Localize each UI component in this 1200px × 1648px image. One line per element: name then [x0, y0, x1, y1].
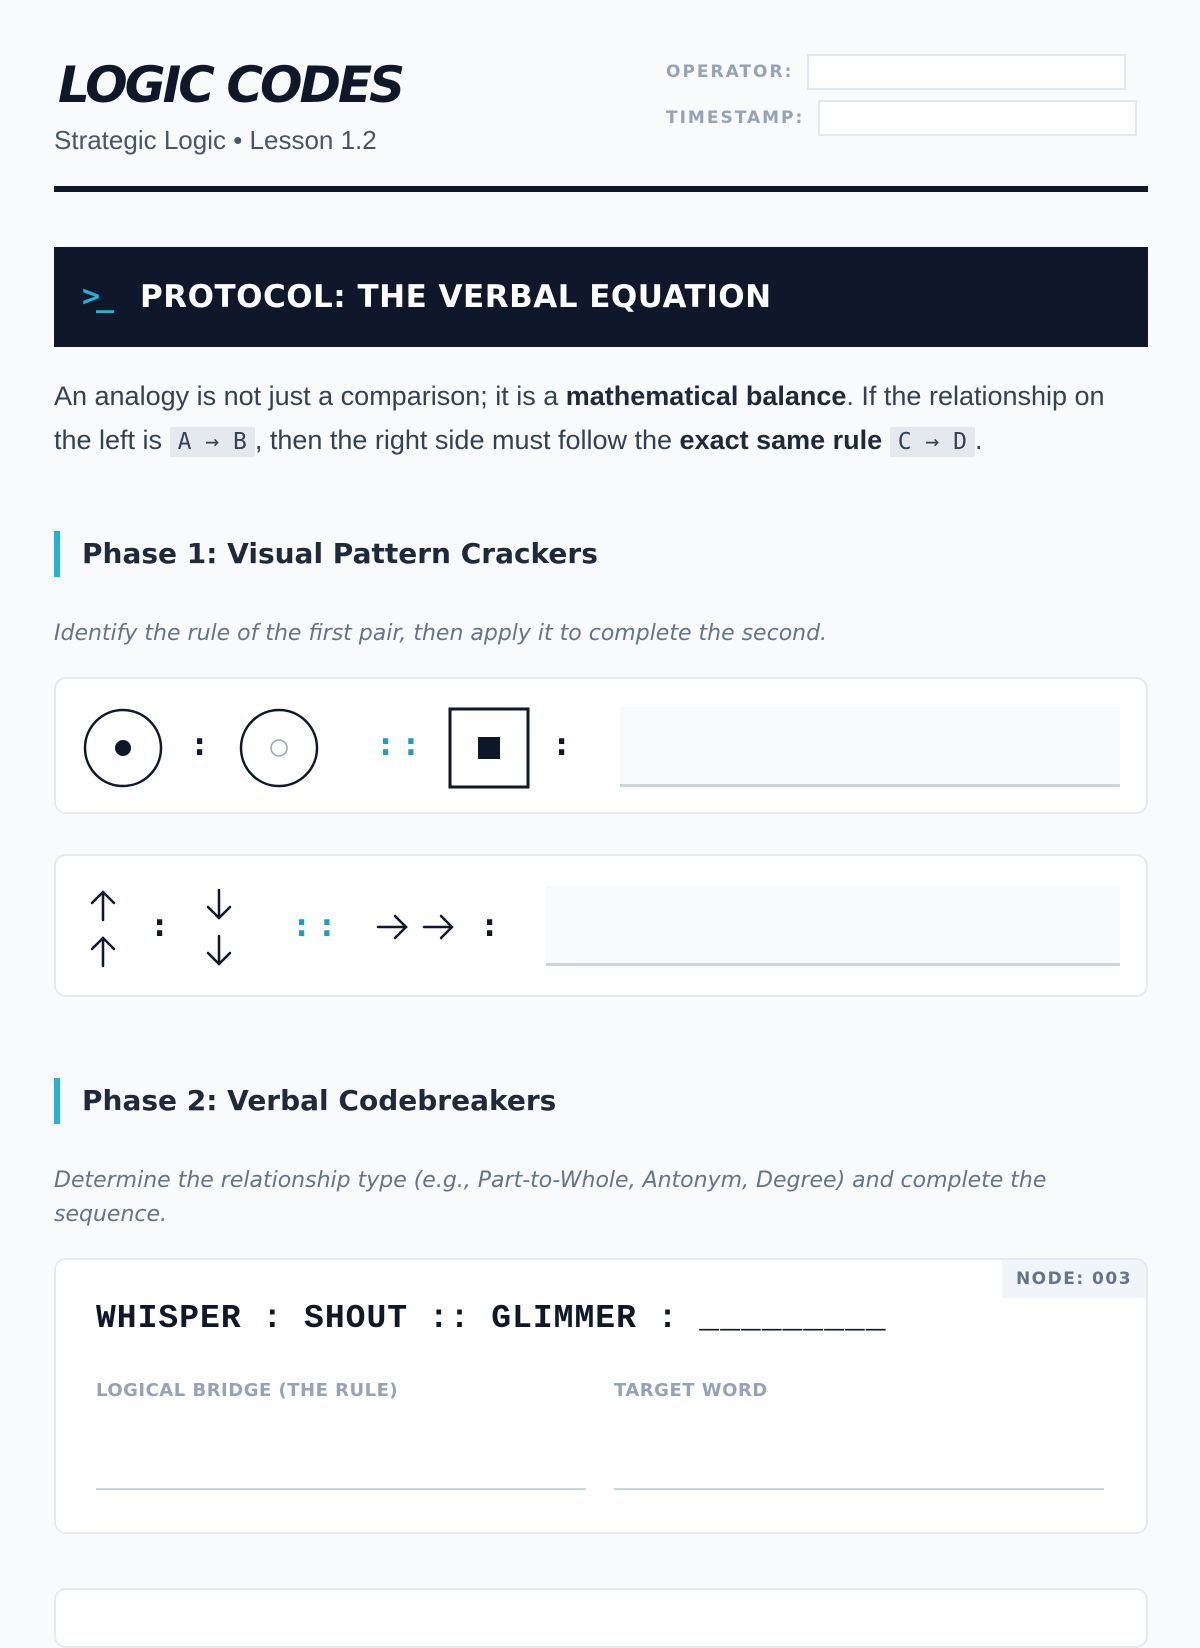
banner-title: PROTOCOL: THE VERBAL EQUATION	[140, 279, 772, 315]
square-with-filled-square-icon	[448, 707, 530, 789]
worksheet-page	[54, 0, 1148, 1401]
timestamp-label: TIMESTAMP:	[666, 108, 805, 128]
visual-analogy-card	[54, 677, 1148, 814]
page-title: LOGIC CODES	[58, 56, 403, 114]
intro-bold: mathematical balance	[565, 381, 847, 411]
rule-label: LOGICAL BRIDGE (THE RULE)	[96, 1380, 399, 1401]
visual-analogy-card	[54, 854, 1148, 997]
target-word-answer-line[interactable]	[614, 1488, 1104, 1490]
arrow-up-pair-icon	[86, 886, 120, 968]
circle-with-filled-dot-icon	[82, 707, 164, 789]
analogy-double-separator: ::	[376, 725, 427, 763]
analogy-double-separator: ::	[292, 906, 343, 944]
phase-2-heading: Phase 2: Verbal Codebreakers	[54, 1078, 556, 1124]
analogy-separator: :	[190, 725, 210, 763]
analogy-separator: :	[150, 906, 170, 944]
page-subtitle: Strategic Logic • Lesson 1.2	[54, 125, 377, 155]
code-chip: C → D	[890, 427, 975, 457]
node-badge: NODE: 003	[1002, 1260, 1146, 1298]
phase-2-instruction: Determine the relationship type (e.g., Part-to-Whole, Antonym, Degree) and complete the sequence.	[54, 1168, 1047, 1227]
terminal-prompt-icon: >_	[82, 279, 111, 314]
header-divider	[54, 186, 1148, 192]
intro-text: , then the right side must follow the	[254, 425, 680, 455]
intro-text: .	[974, 425, 983, 455]
arrow-right-pair-icon	[374, 910, 458, 944]
phase-1-heading: Phase 1: Visual Pattern Crackers	[54, 531, 598, 577]
analogy-separator: :	[480, 906, 500, 944]
timestamp-field[interactable]	[818, 100, 1137, 136]
intro-paragraph	[54, 374, 1148, 464]
operator-field[interactable]	[807, 54, 1126, 90]
phase-1-instruction: Identify the rule of the first pair, then apply it to complete the second.	[54, 621, 828, 646]
circle-with-hollow-dot-icon	[238, 707, 320, 789]
intro-bold: exact same rule	[679, 425, 883, 455]
operator-label: OPERATOR:	[666, 62, 794, 82]
arrow-down-pair-icon	[202, 886, 236, 968]
answer-field[interactable]	[546, 886, 1120, 966]
answer-field[interactable]	[620, 707, 1120, 787]
analogy-separator: :	[552, 725, 572, 763]
intro-text: An analogy is not just a comparison; it is a	[54, 381, 566, 411]
rule-answer-line[interactable]	[96, 1488, 586, 1490]
code-chip: A → B	[170, 427, 255, 457]
verbal-analogy-card	[54, 1258, 1148, 1534]
timestamp-row	[666, 100, 1137, 136]
target-word-label: TARGET WORD	[614, 1380, 768, 1401]
operator-row	[666, 54, 1126, 90]
worksheet-header	[54, 0, 1148, 194]
analogy-prompt: WHISPER : SHOUT :: GLIMMER : _________	[96, 1300, 887, 1337]
verbal-analogy-card	[54, 1588, 1148, 1648]
protocol-banner	[54, 247, 1148, 347]
intro-text: . If the relationship on the left is	[54, 381, 1105, 455]
